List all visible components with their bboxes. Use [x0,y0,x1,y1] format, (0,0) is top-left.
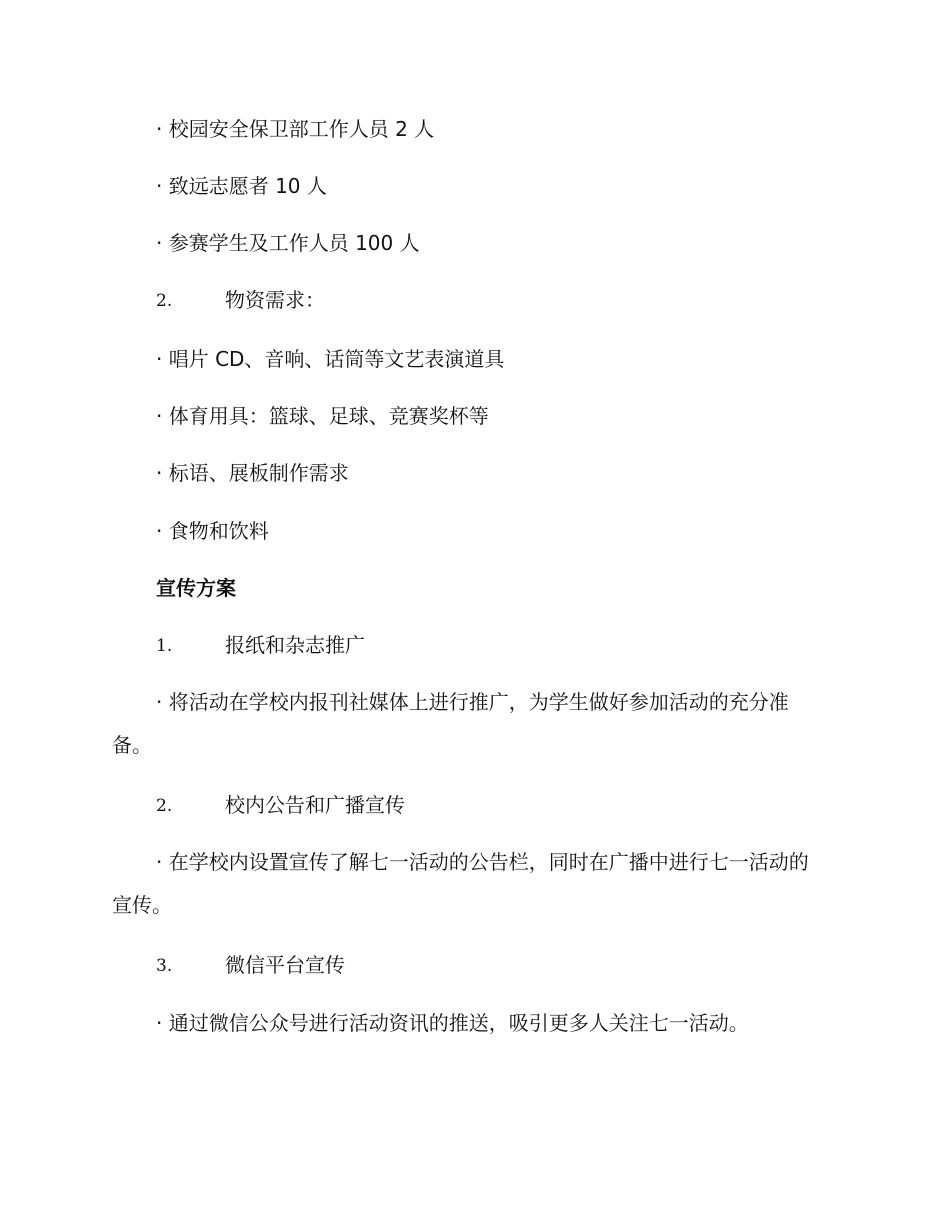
materials-number: 2. [156,291,173,311]
staff-bullet-security: · 校园安全保卫部工作人员 2 人 [156,117,435,141]
publicity-item-1-number: 1. [156,636,173,656]
publicity-item-1-detail: · 将活动在学校内报刊社媒体上进行推广，为学生做好参加活动的充分准备。 [112,690,789,757]
materials-label: 物资需求： [225,288,325,312]
staff-bullet-participants: · 参赛学生及工作人员 100 人 [156,231,420,255]
publicity-item-1-label: 报纸和杂志推广 [225,633,365,657]
publicity-item-2-detail: · 在学校内设置宣传了解七一活动的公告栏，同时在广播中进行七一活动的宣传。 [112,850,809,917]
publicity-item-2-number: 2. [156,796,173,816]
material-bullet-performance: · 唱片 CD、音响、话筒等文艺表演道具 [156,347,505,371]
publicity-item-3-number: 3. [156,956,173,976]
material-bullet-food: · 食物和饮料 [156,519,269,543]
material-bullet-sports: · 体育用具：篮球、足球、竞赛奖杯等 [156,404,489,428]
publicity-heading: 宣传方案 [156,576,236,600]
material-bullet-banners: · 标语、展板制作需求 [156,461,349,485]
publicity-item-2-label: 校内公告和广播宣传 [225,793,405,817]
staff-bullet-volunteers: · 致远志愿者 10 人 [156,174,327,198]
publicity-item-3-label: 微信平台宣传 [225,953,345,977]
publicity-item-3-detail: · 通过微信公众号进行活动资讯的推送，吸引更多人关注七一活动。 [156,1011,749,1035]
